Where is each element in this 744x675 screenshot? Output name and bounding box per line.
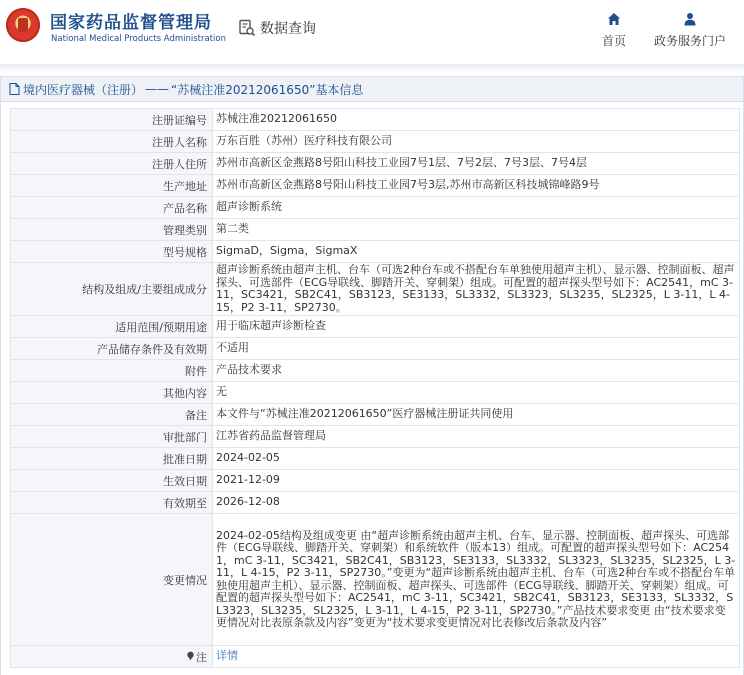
field-value: 苏州市高新区金燕路8号阳山科技工业园7号1层、7号2层、7号3层、7号4层 — [213, 153, 740, 175]
nav-portal-label: 政务服务门户 — [653, 34, 726, 48]
field-value: 苏州市高新区金燕路8号阳山科技工业园7号3层,苏州市高新区科技城锦峰路9号 — [213, 175, 740, 197]
national-emblem-icon — [6, 8, 40, 42]
table-row — [11, 263, 740, 316]
table-row — [11, 470, 740, 492]
field-label: 适用范围/预期用途 — [11, 316, 213, 338]
details-link[interactable]: 详情 — [216, 649, 238, 663]
field-value: 用于临床超声诊断检查 — [213, 316, 740, 338]
table-row — [11, 153, 740, 175]
field-label: 产品名称 — [11, 197, 213, 219]
table-row-note — [11, 646, 740, 668]
home-icon — [598, 12, 630, 28]
field-label: 批准日期 — [11, 448, 213, 470]
table-row — [11, 448, 740, 470]
note-label-cell — [11, 646, 213, 668]
field-label: 变更情况 — [11, 514, 213, 646]
table-row — [11, 426, 740, 448]
field-value: 超声诊断系统由超声主机、台车（可选2种台车或不搭配台车单独使用超声主机）、显示器、控制面板、超声探头、可选部件（ECG导联线、脚踏开关、穿刺架）组成。可配置的超声探头型号如下：AC2541，mC 3-11，SC3421，SB2C41，SB3123，SE3133，SL3332，SL3323，SL3235，SL2325，L 3-11，L 4-15，P2 3-11，SP2730。 — [213, 263, 740, 316]
field-value: 万东百胜（苏州）医疗科技有限公司 — [213, 131, 740, 153]
table-row — [11, 338, 740, 360]
field-value: SigmaD，Sigma，SigmaX — [213, 241, 740, 263]
field-label: 有效期至 — [11, 492, 213, 514]
table-row — [11, 131, 740, 153]
search-document-icon — [238, 19, 256, 37]
field-value: 江苏省药品监督管理局 — [213, 426, 740, 448]
field-value: 2024-02-05结构及组成变更 由“超声诊断系统由超声主机、台车、显示器、控制面板、超声探头、可选部件（ECG导联线、脚踏开关、穿刺架）和系统软件（版本13）组成。可配置的超声探头型号如下：AC2541，mC 3-11，SC3421，SB2C41，SB3123，SE3133，SL3332，SL3323，SL3235，SL2325，L 3-11，L 4-15，P2 3-11，SP2730。”变更为“超声诊断系统由超声主机、台车（可选2种台车或不搭配台车单独使用超声主机）、显示器、控制面板、超声探头、可选部件（ECG导联线、脚踏开关、穿刺架）组成。可配置的超声探头型号如下：AC2541，mC 3-11，SC3421，SB2C41，SB3123，SE3133，SL3332，SL3323，SL3235，SL2325，L 3-11，L 4-15，P2 3-11，SP2730。”产品技术要求变更 由“技术要求变更情况对比表原条款及内容”变更为“技术要求变更情况对比表修改后条款及内容” — [213, 514, 740, 646]
table-row — [11, 316, 740, 338]
nav-home[interactable] — [598, 12, 630, 49]
page-title: “苏械注准20212061650”基本信息 — [171, 82, 364, 97]
field-value: 超声诊断系统 — [213, 197, 740, 219]
field-label: 型号规格 — [11, 241, 213, 263]
table-row — [11, 492, 740, 514]
field-value: 不适用 — [213, 338, 740, 360]
note-value-cell — [213, 646, 740, 668]
breadcrumb — [1, 77, 743, 102]
field-label: 生产地址 — [11, 175, 213, 197]
data-query-label: 数据查询 — [260, 21, 316, 37]
field-label: 管理类别 — [11, 219, 213, 241]
table-row — [11, 514, 740, 646]
header-divider — [0, 64, 744, 72]
brand-subtitle: National Medical Products Administration — [51, 34, 226, 44]
field-value: 本文件与“苏械注准20212061650”医疗器械注册证共同使用 — [213, 404, 740, 426]
table-row — [11, 109, 740, 131]
field-value: 无 — [213, 382, 740, 404]
field-value: 2021-12-09 — [213, 470, 740, 492]
field-label: 产品储存条件及有效期 — [11, 338, 213, 360]
table-row — [11, 219, 740, 241]
pin-icon — [186, 651, 195, 664]
field-label: 注册人名称 — [11, 131, 213, 153]
nav-service-portal[interactable] — [652, 12, 728, 49]
nav-home-label: 首页 — [601, 34, 626, 48]
field-value: 2024-02-05 — [213, 448, 740, 470]
user-icon — [652, 12, 728, 28]
breadcrumb-category-link[interactable]: 境内医疗器械（注册） — [23, 82, 144, 97]
field-label: 结构及组成/主要组成成分 — [11, 263, 213, 316]
field-label: 注册人住所 — [11, 153, 213, 175]
field-value: 产品技术要求 — [213, 360, 740, 382]
table-row — [11, 241, 740, 263]
table-row — [11, 382, 740, 404]
brand-title[interactable]: 国家药品监督管理局 — [50, 13, 212, 33]
data-query-link[interactable] — [238, 18, 316, 38]
field-value: 2026-12-08 — [213, 492, 740, 514]
table-row — [11, 197, 740, 219]
field-value: 苏械注准20212061650 — [213, 109, 740, 131]
registration-info-table — [10, 108, 740, 668]
table-row — [11, 360, 740, 382]
field-label: 备注 — [11, 404, 213, 426]
document-icon — [9, 83, 20, 95]
field-label: 审批部门 — [11, 426, 213, 448]
table-row — [11, 175, 740, 197]
breadcrumb-separator: —— — [145, 82, 170, 96]
table-row — [11, 404, 740, 426]
site-header — [0, 0, 744, 64]
field-label: 注册证编号 — [11, 109, 213, 131]
field-label: 其他内容 — [11, 382, 213, 404]
field-value: 第二类 — [213, 219, 740, 241]
field-label: 附件 — [11, 360, 213, 382]
field-label: 生效日期 — [11, 470, 213, 492]
note-label: 注 — [196, 650, 207, 664]
